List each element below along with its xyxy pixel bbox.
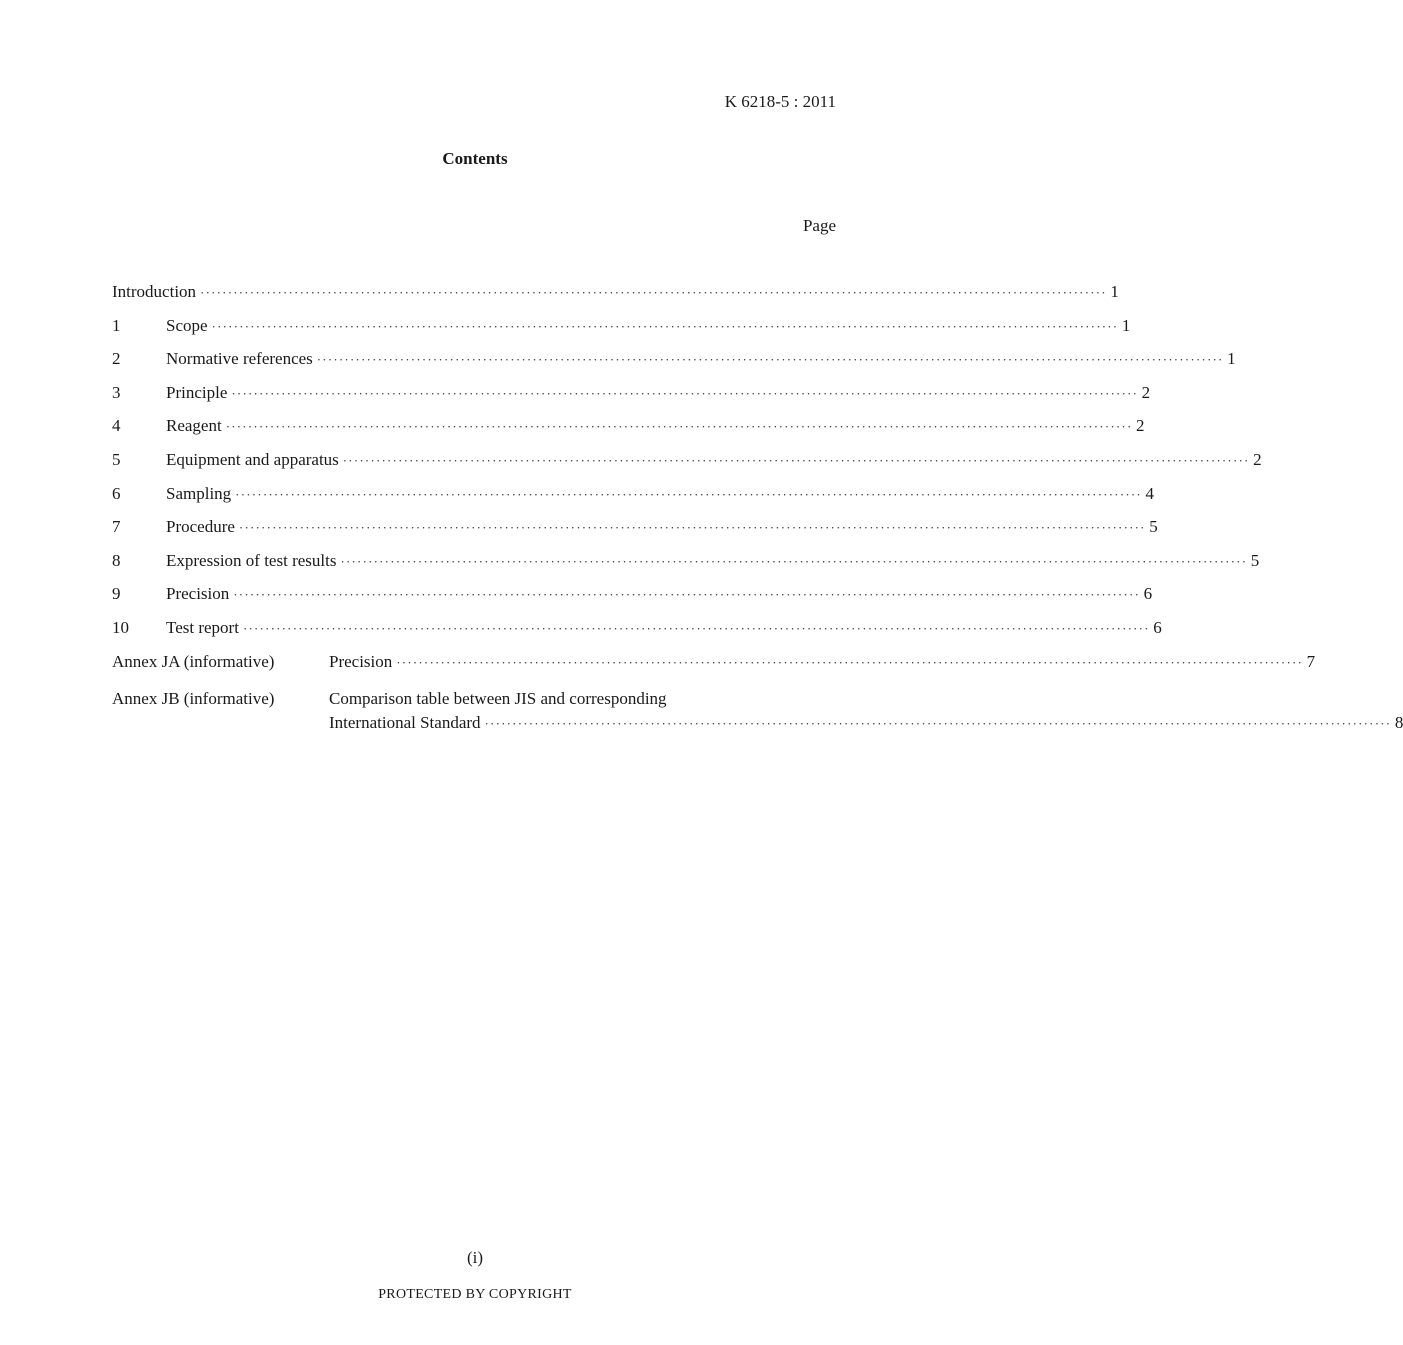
dot-leader	[343, 449, 1250, 473]
dot-leader	[239, 516, 1146, 540]
annex-title-line-2-row	[329, 711, 1403, 736]
annex-label: Annex JA (informative)	[112, 651, 275, 671]
toc-entry-number: 2	[112, 349, 121, 369]
toc-entry-introduction[interactable]	[112, 280, 1119, 314]
toc-entry-page: 2	[1253, 449, 1262, 469]
toc-entry[interactable]	[112, 482, 1154, 516]
annex-title-line-2: International Standard	[329, 713, 481, 733]
page-folio: (i)	[466, 1248, 484, 1267]
toc-entry-number: 4	[112, 416, 121, 436]
dot-leader	[396, 651, 1303, 675]
dot-leader	[317, 348, 1224, 372]
dot-leader	[485, 712, 1392, 736]
table-of-contents	[112, 280, 1403, 736]
toc-entry-label: Procedure	[166, 517, 235, 537]
toc-entry[interactable]	[112, 347, 1236, 381]
toc-entry-page: 1	[1227, 349, 1236, 369]
toc-entry-label: Precision	[166, 584, 230, 604]
toc-entry-number: 8	[112, 550, 121, 570]
dot-leader	[340, 550, 1247, 574]
toc-entry-label: Test report	[166, 617, 239, 637]
toc-entry-page: 1	[1110, 282, 1119, 301]
toc-entry-label: Normative references	[166, 349, 313, 369]
dot-leader	[231, 382, 1138, 406]
toc-entry-page: 6	[1153, 617, 1162, 637]
toc-entry-number: 5	[112, 449, 121, 469]
annex-label: Annex JB (informative)	[112, 689, 275, 709]
toc-entry-page: 7	[1306, 651, 1316, 671]
annex-title-line-1: Comparison table between JIS and corresponding	[329, 689, 667, 709]
toc-entry-page: 8	[1394, 713, 1403, 733]
dot-leader	[235, 483, 1142, 507]
toc-entry-label: Expression of test results	[166, 550, 337, 570]
page-title: Contents	[442, 149, 508, 168]
dot-leader	[200, 281, 1107, 305]
toc-entry-page: 2	[1135, 416, 1145, 436]
toc-entry-page: 1	[1121, 315, 1131, 335]
toc-entry-number: 6	[112, 483, 121, 503]
document-code: K 6218-5 : 2011	[724, 92, 836, 111]
toc-entry-page: 4	[1145, 483, 1154, 503]
toc-entry-label: Introduction	[112, 282, 197, 301]
toc-entry-page: 6	[1143, 584, 1153, 604]
toc-entry-number: 3	[112, 382, 121, 402]
toc-entry[interactable]	[112, 549, 1260, 583]
toc-entry[interactable]	[112, 582, 1153, 616]
toc-entry[interactable]	[112, 314, 1131, 348]
dot-leader	[243, 617, 1150, 641]
toc-entry-number: 1	[112, 315, 121, 335]
toc-entry-label: Scope	[166, 315, 208, 335]
toc-entry-label: Principle	[166, 382, 228, 402]
toc-entry-label: Equipment and apparatus	[166, 449, 339, 469]
toc-entry-number: 10	[112, 617, 129, 637]
toc-entry[interactable]	[112, 515, 1158, 549]
toc-entry-label: Sampling	[166, 483, 232, 503]
annex-title-line	[329, 650, 1315, 675]
page-column-header: Page	[802, 216, 836, 235]
dot-leader	[226, 415, 1133, 439]
toc-entry-annex-ja[interactable]	[112, 650, 1316, 684]
copyright-notice: PROTECTED BY COPYRIGHT	[378, 1287, 572, 1302]
dot-leader	[212, 315, 1119, 339]
toc-entry-page: 5	[1149, 517, 1158, 537]
toc-entry-page: 2	[1141, 382, 1151, 402]
annex-title-block	[329, 687, 1403, 736]
toc-entry-number: 9	[112, 584, 121, 604]
toc-entry-number: 7	[112, 517, 121, 537]
dot-leader	[233, 583, 1140, 607]
toc-entry[interactable]	[112, 616, 1162, 650]
toc-entry-label: Reagent	[166, 416, 222, 436]
toc-entry[interactable]	[112, 414, 1145, 448]
toc-entry-page: 5	[1250, 550, 1260, 570]
toc-entry-annex-jb[interactable]	[112, 687, 1403, 736]
toc-entry[interactable]	[112, 448, 1262, 482]
toc-entry[interactable]	[112, 381, 1151, 415]
annex-title: Precision	[329, 651, 393, 671]
